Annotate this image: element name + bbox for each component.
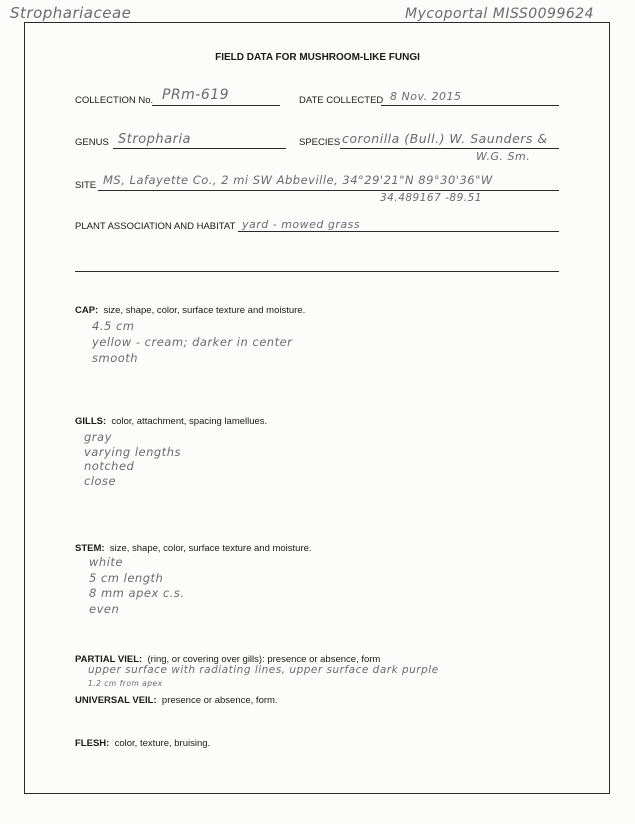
partial-veil-desc: (ring, or covering over gills): presence or absence, form	[147, 654, 381, 665]
stem-heading	[75, 543, 312, 554]
stem-note-length: 5 cm length	[89, 570, 164, 585]
family-name: Strophariaceae	[10, 4, 132, 22]
partial-veil-note-surface: upper surface with radiating lines, upper surface dark purple	[88, 664, 439, 676]
cap-heading	[75, 305, 305, 316]
gills-desc: color, attachment, spacing lamellues.	[111, 416, 268, 427]
gills-label: GILLS:	[75, 416, 107, 427]
site-line	[98, 190, 559, 191]
stem-desc: size, shape, color, surface texture and moisture.	[109, 543, 312, 554]
gills-note-color: gray	[84, 430, 112, 444]
species-value-cont: W.G. Sm.	[476, 150, 531, 163]
genus-value: Stropharia	[118, 132, 192, 147]
cap-label: CAP:	[75, 305, 99, 316]
site-value: MS, Lafayette Co., 2 mi SW Abbeville, 34°29'21"N 89°30'36"W	[103, 173, 493, 187]
cap-note-size: 4.5 cm	[92, 319, 135, 333]
stem-note-apex: 8 mm apex c.s.	[89, 586, 185, 600]
universal-veil-heading	[75, 695, 278, 706]
plant-association-label: PLANT ASSOCIATION AND HABITAT	[75, 221, 236, 232]
genus-line	[113, 148, 286, 149]
date-value: 8 Nov. 2015	[390, 90, 462, 103]
cap-notes	[92, 318, 292, 366]
plant-association-line	[238, 231, 559, 232]
genus-label: GENUS	[75, 137, 109, 148]
date-line	[381, 105, 559, 106]
gills-notes	[84, 430, 181, 488]
cap-note-texture: smooth	[92, 351, 139, 365]
form-title: FIELD DATA FOR MUSHROOM-LIKE FUNGI	[215, 52, 420, 63]
gills-note-spacing: close	[84, 473, 117, 488]
gills-heading	[75, 416, 267, 427]
stem-note-color: white	[89, 555, 123, 569]
date-label: DATE COLLECTED	[299, 95, 384, 106]
catalog-number: Mycoportal MISS0099624	[405, 6, 595, 22]
universal-veil-label: UNIVERSAL VEIL:	[75, 695, 157, 706]
collection-label: COLLECTION No.	[75, 95, 154, 106]
species-line	[340, 148, 559, 149]
plant-association-value: yard - mowed grass	[242, 218, 361, 231]
flesh-heading	[75, 738, 210, 749]
stem-notes	[89, 555, 185, 617]
collection-line	[152, 105, 280, 106]
gills-note-lengths: varying lengths	[84, 444, 181, 459]
cap-desc: size, shape, color, surface texture and moisture.	[103, 305, 306, 316]
stem-label: STEM:	[75, 543, 105, 554]
habitat-line-2	[75, 271, 559, 272]
flesh-desc: color, texture, bruising.	[114, 738, 211, 749]
cap-note-color: yellow - cream; darker in center	[92, 335, 293, 349]
universal-veil-desc: presence or absence, form.	[161, 695, 278, 706]
site-label: SITE	[75, 180, 97, 191]
stem-note-shape: even	[89, 601, 120, 616]
species-label: SPECIES	[299, 137, 341, 148]
species-value: coronilla (Bull.) W. Saunders &	[342, 131, 548, 146]
partial-veil-note-position: 1.2 cm from apex	[88, 679, 163, 688]
gills-note-attachment: notched	[84, 459, 135, 473]
site-coordinates: 34.489167 -89.51	[380, 192, 482, 204]
partial-veil-notes	[88, 664, 439, 690]
partial-veil-label: PARTIAL VIEL:	[75, 654, 143, 665]
collection-value: PRm-619	[162, 87, 230, 103]
bleed-through	[300, 80, 301, 81]
flesh-label: FLESH:	[75, 738, 110, 749]
